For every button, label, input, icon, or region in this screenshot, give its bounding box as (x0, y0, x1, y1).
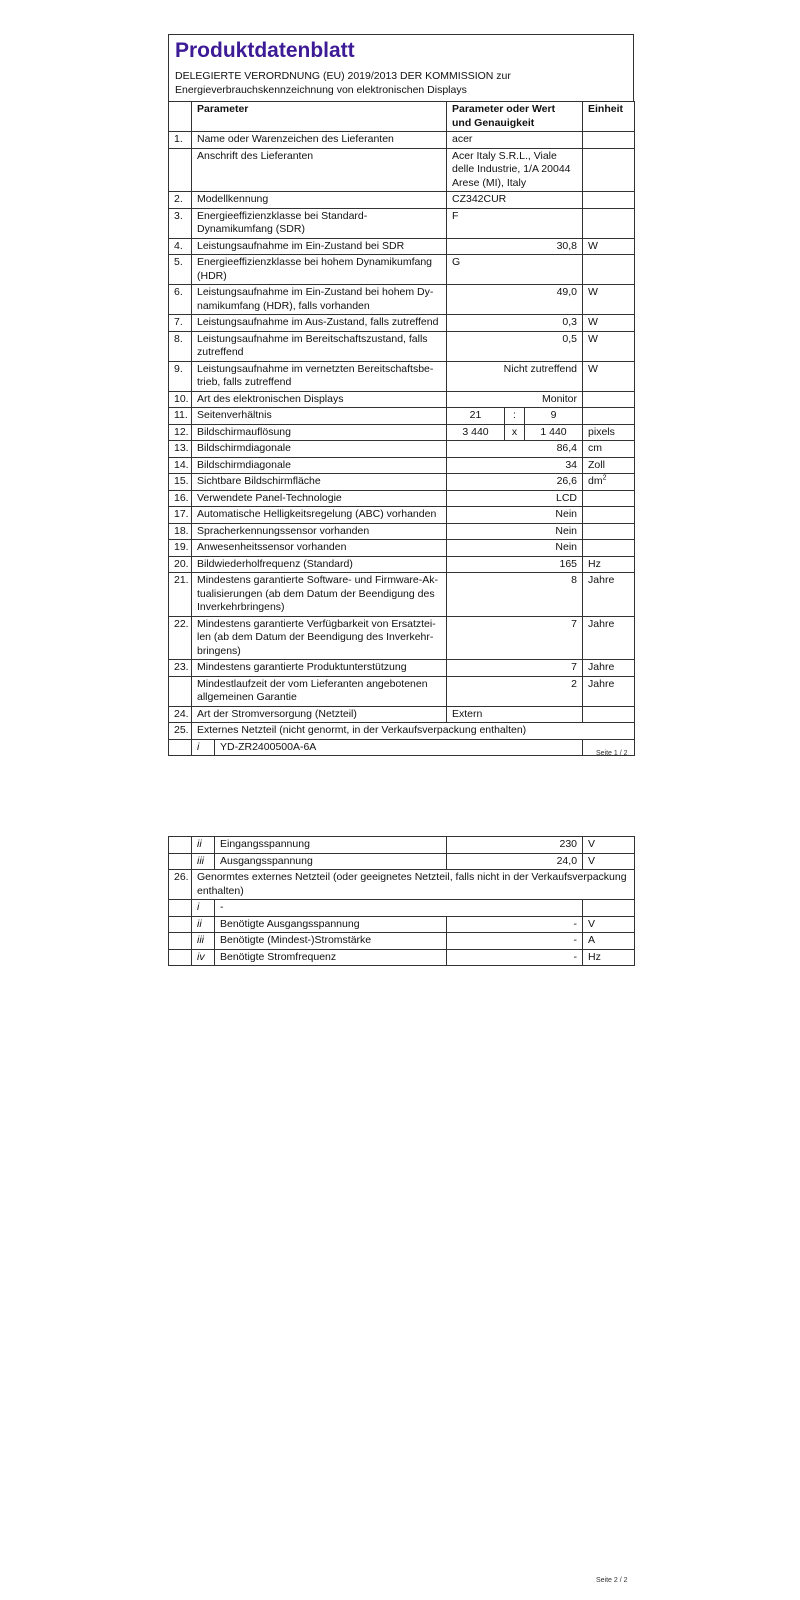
table-row (169, 408, 635, 425)
table-row (169, 916, 635, 933)
unit-label: W (588, 286, 598, 298)
row-number: 13. (169, 441, 192, 458)
table-row (169, 315, 635, 332)
parameter-cell: Anschrift des Lieferanten (192, 148, 447, 192)
unit-cell (583, 474, 635, 491)
table-row (169, 474, 635, 491)
row-number: 26. (169, 870, 192, 900)
value-cell: F (447, 208, 583, 238)
unit-cell (583, 616, 635, 660)
sub-index: ii (192, 916, 215, 933)
unit-cell (583, 706, 635, 723)
unit-cell (583, 556, 635, 573)
unit-cell (583, 315, 635, 332)
sub-index: iii (192, 933, 215, 950)
table-row (169, 238, 635, 255)
table-body-continued (169, 837, 635, 966)
table-row (169, 739, 635, 756)
value-cell: acer (447, 132, 583, 149)
value-cell: 8 (447, 573, 583, 617)
row-number-cell (169, 900, 192, 917)
parameter-cell: Leistungsaufnahme im Bereitschaftszustand, falls zutreffend (192, 331, 447, 361)
page-subtitle: DELEGIERTE VERORDNUNG (EU) 2019/2013 DER KOMMISSION zur Energieverbrauchskennzeichnung von elektronischen Displays (175, 70, 511, 96)
row-number-cell (169, 853, 192, 870)
parameter-cell: - (215, 900, 583, 917)
parameter-cell: Seitenverhältnis (192, 408, 447, 425)
value-cell: Acer Italy S.R.L., Viale delle Industrie, 1/A 20044 Arese (MI), Italy (447, 148, 583, 192)
row-number: 8. (169, 331, 192, 361)
row-number: 7. (169, 315, 192, 332)
parameter-cell: Leistungsaufnahme im Aus-Zustand, falls zutreffend (192, 315, 447, 332)
row-number: 22. (169, 616, 192, 660)
table-row (169, 523, 635, 540)
table-row (169, 660, 635, 677)
parameter-cell: YD-ZR2400500A-6A (215, 739, 583, 756)
unit-label: cm (588, 442, 603, 454)
table-row (169, 556, 635, 573)
parameter-cell: Leistungsaufnahme im Ein-Zustand bei SDR (192, 238, 447, 255)
table-row (169, 900, 635, 917)
unit-superscript: 2 (602, 474, 607, 482)
row-number: 6. (169, 285, 192, 315)
parameter-cell: Externes Netzteil (nicht genormt, in der Verkaufsverpackung enthalten) (192, 723, 635, 740)
unit-cell (583, 238, 635, 255)
parameter-cell: Leistungsaufnahme im vernetzten Bereitschaftsbe-trieb, falls zutreffend (192, 361, 447, 391)
row-number: 16. (169, 490, 192, 507)
table-row (169, 933, 635, 950)
unit-cell (583, 490, 635, 507)
table-row (169, 837, 635, 854)
table-row (169, 616, 635, 660)
parameter-cell: Sichtbare Bildschirmfläche (192, 474, 447, 491)
value-cell: 34 (447, 457, 583, 474)
table-row (169, 457, 635, 474)
page-number: Seite 1 / 2 (596, 750, 628, 757)
row-number: 11. (169, 408, 192, 425)
value-cell: 165 (447, 556, 583, 573)
unit-cell (583, 573, 635, 617)
unit-label: Hz (588, 557, 601, 570)
unit-cell (583, 285, 635, 315)
unit-label: W (588, 362, 598, 375)
parameter-cell: Spracherkennungssensor vorhanden (192, 523, 447, 540)
unit-cell (583, 441, 635, 458)
value-cell: 30,8 (447, 238, 583, 255)
parameter-cell: Modellkennung (192, 192, 447, 209)
parameter-cell: Energieeffizienzklasse bei hohem Dynamikumfang (HDR) (192, 255, 447, 285)
table-row (169, 255, 635, 285)
row-number (169, 148, 192, 192)
sub-index: i (192, 739, 215, 756)
unit-cell (583, 424, 635, 441)
title-box (168, 34, 634, 101)
unit-cell (583, 540, 635, 557)
parameter-cell: Art der Stromversorgung (Netzteil) (192, 706, 447, 723)
unit-cell (583, 660, 635, 677)
value-part-1: 3 440 (447, 424, 505, 441)
parameter-cell: Benötigte Ausgangsspannung (215, 916, 447, 933)
value-separator: x (505, 424, 525, 441)
table-row (169, 870, 635, 900)
datasheet-table (168, 101, 635, 756)
row-number-cell (169, 739, 192, 756)
header-value: Parameter oder Wert und Genauigkeit (447, 102, 583, 132)
datasheet-page-2 (168, 836, 634, 966)
row-number-cell (169, 933, 192, 950)
table-row (169, 148, 635, 192)
table-row (169, 424, 635, 441)
unit-cell: V (583, 853, 635, 870)
row-number: 25. (169, 723, 192, 740)
value-part-1: 21 (447, 408, 505, 425)
value-cell: Nicht zutreffend (447, 361, 583, 391)
table-row (169, 192, 635, 209)
table-row (169, 285, 635, 315)
unit-label: Zoll (588, 458, 605, 471)
unit-cell: A (583, 933, 635, 950)
parameter-cell: Benötigte (Mindest-)Stromstärke (215, 933, 447, 950)
row-number: 4. (169, 238, 192, 255)
page-number: Seite 2 / 2 (596, 1577, 628, 1584)
value-part-2: 1 440 (525, 424, 583, 441)
header-no-cell (169, 102, 192, 132)
table-row (169, 441, 635, 458)
row-number-cell (169, 916, 192, 933)
unit-cell (583, 132, 635, 149)
row-number: 18. (169, 523, 192, 540)
header-parameter: Parameter (192, 102, 447, 132)
parameter-cell: Automatische Helligkeitsregelung (ABC) vorhanden (192, 507, 447, 524)
unit-label: W (588, 239, 598, 252)
parameter-cell: Leistungsaufnahme im Ein-Zustand bei hohem Dy-namikumfang (HDR), falls vorhanden (192, 285, 447, 315)
unit-cell (583, 676, 635, 706)
unit-cell (583, 391, 635, 408)
row-number: 1. (169, 132, 192, 149)
row-number: 14. (169, 457, 192, 474)
table-row (169, 208, 635, 238)
unit-label: Jahre (588, 574, 615, 586)
row-number: 19. (169, 540, 192, 557)
table-body (169, 132, 635, 756)
row-number: 5. (169, 255, 192, 285)
datasheet-table-continued (168, 836, 635, 966)
parameter-cell: Bildschirmauflösung (192, 424, 447, 441)
datasheet-page-1 (168, 34, 634, 756)
value-cell: Monitor (447, 391, 583, 408)
value-cell: Extern (447, 706, 583, 723)
value-cell: LCD (447, 490, 583, 507)
value-cell: 0,3 (447, 315, 583, 332)
value-separator: : (505, 408, 525, 425)
parameter-cell: Bildschirmdiagonale (192, 441, 447, 458)
parameter-cell: Name oder Warenzeichen des Lieferanten (192, 132, 447, 149)
unit-cell (583, 192, 635, 209)
value-cell: 2 (447, 676, 583, 706)
unit-cell: V (583, 916, 635, 933)
value-cell: 49,0 (447, 285, 583, 315)
table-row (169, 490, 635, 507)
unit-cell: Hz (583, 949, 635, 966)
value-cell: 26,6 (447, 474, 583, 491)
row-number: 23. (169, 660, 192, 677)
parameter-cell: Bildwiederholfrequenz (Standard) (192, 556, 447, 573)
unit-cell (583, 507, 635, 524)
value-cell: - (447, 916, 583, 933)
unit-label: W (588, 316, 598, 328)
page-title: Produktdatenblatt (175, 39, 355, 62)
unit-cell: V (583, 837, 635, 854)
row-number: 10. (169, 391, 192, 408)
value-cell: Nein (447, 540, 583, 557)
unit-label: W (588, 332, 598, 345)
table-row (169, 706, 635, 723)
unit-cell (583, 331, 635, 361)
row-number: 21. (169, 573, 192, 617)
unit-label: Jahre (588, 677, 615, 690)
value-cell: 7 (447, 660, 583, 677)
sub-index: i (192, 900, 215, 917)
row-number: 3. (169, 208, 192, 238)
value-part-2: 9 (525, 408, 583, 425)
value-cell: CZ342CUR (447, 192, 583, 209)
unit-label: dm (588, 475, 603, 487)
parameter-cell: Mindestlaufzeit der vom Lieferanten angebotenen allgemeinen Garantie (192, 676, 447, 706)
unit-cell (583, 361, 635, 391)
row-number: 12. (169, 424, 192, 441)
parameter-cell: Energieeffizienzklasse bei Standard-Dynamikumfang (SDR) (192, 208, 447, 238)
parameter-cell: Benötigte Stromfrequenz (215, 949, 447, 966)
row-number (169, 676, 192, 706)
value-cell: G (447, 255, 583, 285)
table-row (169, 676, 635, 706)
value-cell: Nein (447, 523, 583, 540)
unit-cell (583, 408, 635, 425)
sub-index: ii (192, 837, 215, 854)
parameter-cell: Bildschirmdiagonale (192, 457, 447, 474)
table-row (169, 723, 635, 740)
table-row (169, 132, 635, 149)
parameter-cell: Ausgangsspannung (215, 853, 447, 870)
unit-cell (583, 148, 635, 192)
value-cell: - (447, 949, 583, 966)
parameter-cell: Eingangsspannung (215, 837, 447, 854)
table-header-row (169, 102, 635, 132)
table-row (169, 540, 635, 557)
value-cell: 230 (447, 837, 583, 854)
unit-cell (583, 900, 635, 917)
table-row (169, 573, 635, 617)
row-number: 24. (169, 706, 192, 723)
unit-cell (583, 208, 635, 238)
table-row (169, 331, 635, 361)
parameter-cell: Anwesenheitssensor vorhanden (192, 540, 447, 557)
value-cell: 24,0 (447, 853, 583, 870)
value-cell: - (447, 933, 583, 950)
row-number: 20. (169, 556, 192, 573)
row-number: 17. (169, 507, 192, 524)
unit-cell (583, 523, 635, 540)
table-row (169, 949, 635, 966)
table-row (169, 391, 635, 408)
table-row (169, 853, 635, 870)
unit-label: Jahre (588, 617, 615, 630)
unit-label: Jahre (588, 661, 615, 673)
row-number: 2. (169, 192, 192, 209)
row-number-cell (169, 837, 192, 854)
sub-index: iv (192, 949, 215, 966)
row-number-cell (169, 949, 192, 966)
value-cell: Nein (447, 507, 583, 524)
parameter-cell: Mindestens garantierte Produktunterstützung (192, 660, 447, 677)
parameter-cell: Mindestens garantierte Software- und Firmware-Ak-tualisierungen (ab dem Datum der Beendigung des Inverkehrbringens) (192, 573, 447, 617)
row-number: 9. (169, 361, 192, 391)
parameter-cell: Mindestens garantierte Verfügbarkeit von Ersatztei-len (ab dem Datum der Beendigung des Inverkehr-bringens) (192, 616, 447, 660)
value-cell: 7 (447, 616, 583, 660)
value-cell: 86,4 (447, 441, 583, 458)
parameter-cell: Art des elektronischen Displays (192, 391, 447, 408)
parameter-cell: Genormtes externes Netzteil (oder geeignetes Netzteil, falls nicht in der Verkaufsverpackung enthalten) (192, 870, 635, 900)
unit-label: pixels (588, 425, 615, 438)
value-cell: 0,5 (447, 331, 583, 361)
unit-cell (583, 255, 635, 285)
sub-index: iii (192, 853, 215, 870)
table-row (169, 361, 635, 391)
row-number: 15. (169, 474, 192, 491)
header-unit: Einheit (583, 102, 635, 132)
unit-cell (583, 457, 635, 474)
table-row (169, 507, 635, 524)
parameter-cell: Verwendete Panel-Technologie (192, 490, 447, 507)
